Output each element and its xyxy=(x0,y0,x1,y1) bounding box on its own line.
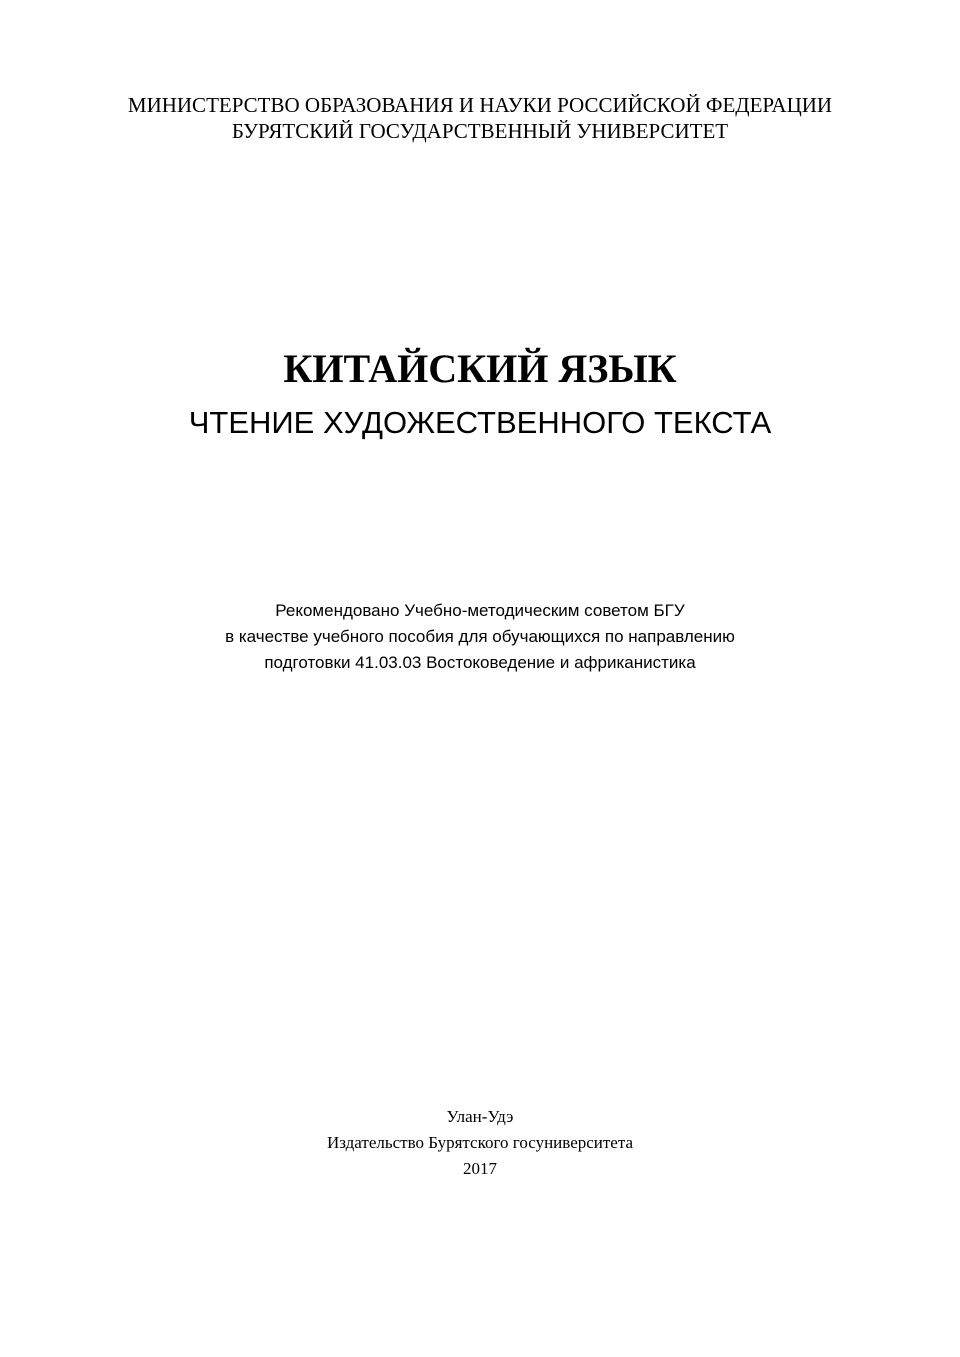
book-title: КИТАЙСКИЙ ЯЗЫК xyxy=(283,346,677,391)
institution-header xyxy=(0,92,960,144)
imprint-publisher: Издательство Бурятского госуниверситета xyxy=(326,1133,634,1152)
imprint-year: 2017 xyxy=(463,1159,497,1178)
university-name: БУРЯТСКИЙ ГОСУДАРСТВЕННЫЙ УНИВЕРСИТЕТ xyxy=(231,119,729,143)
recommendation-line: в качестве учебного пособия для обучающихся по направлению xyxy=(225,627,735,646)
recommendation-line: Рекомендовано Учебно-методическим советом БГУ xyxy=(275,601,685,620)
book-subtitle: ЧТЕНИЕ ХУДОЖЕСТВЕННОГО ТЕКСТА xyxy=(188,405,772,440)
imprint-city: Улан-Удэ xyxy=(446,1107,514,1126)
recommendation-note xyxy=(0,598,960,676)
ministry-name: МИНИСТЕРСТВО ОБРАЗОВАНИЯ И НАУКИ РОССИЙСКОЙ ФЕДЕРАЦИИ xyxy=(127,93,833,117)
imprint xyxy=(0,1104,960,1182)
recommendation-line: подготовки 41.03.03 Востоковедение и африканистика xyxy=(264,653,696,672)
